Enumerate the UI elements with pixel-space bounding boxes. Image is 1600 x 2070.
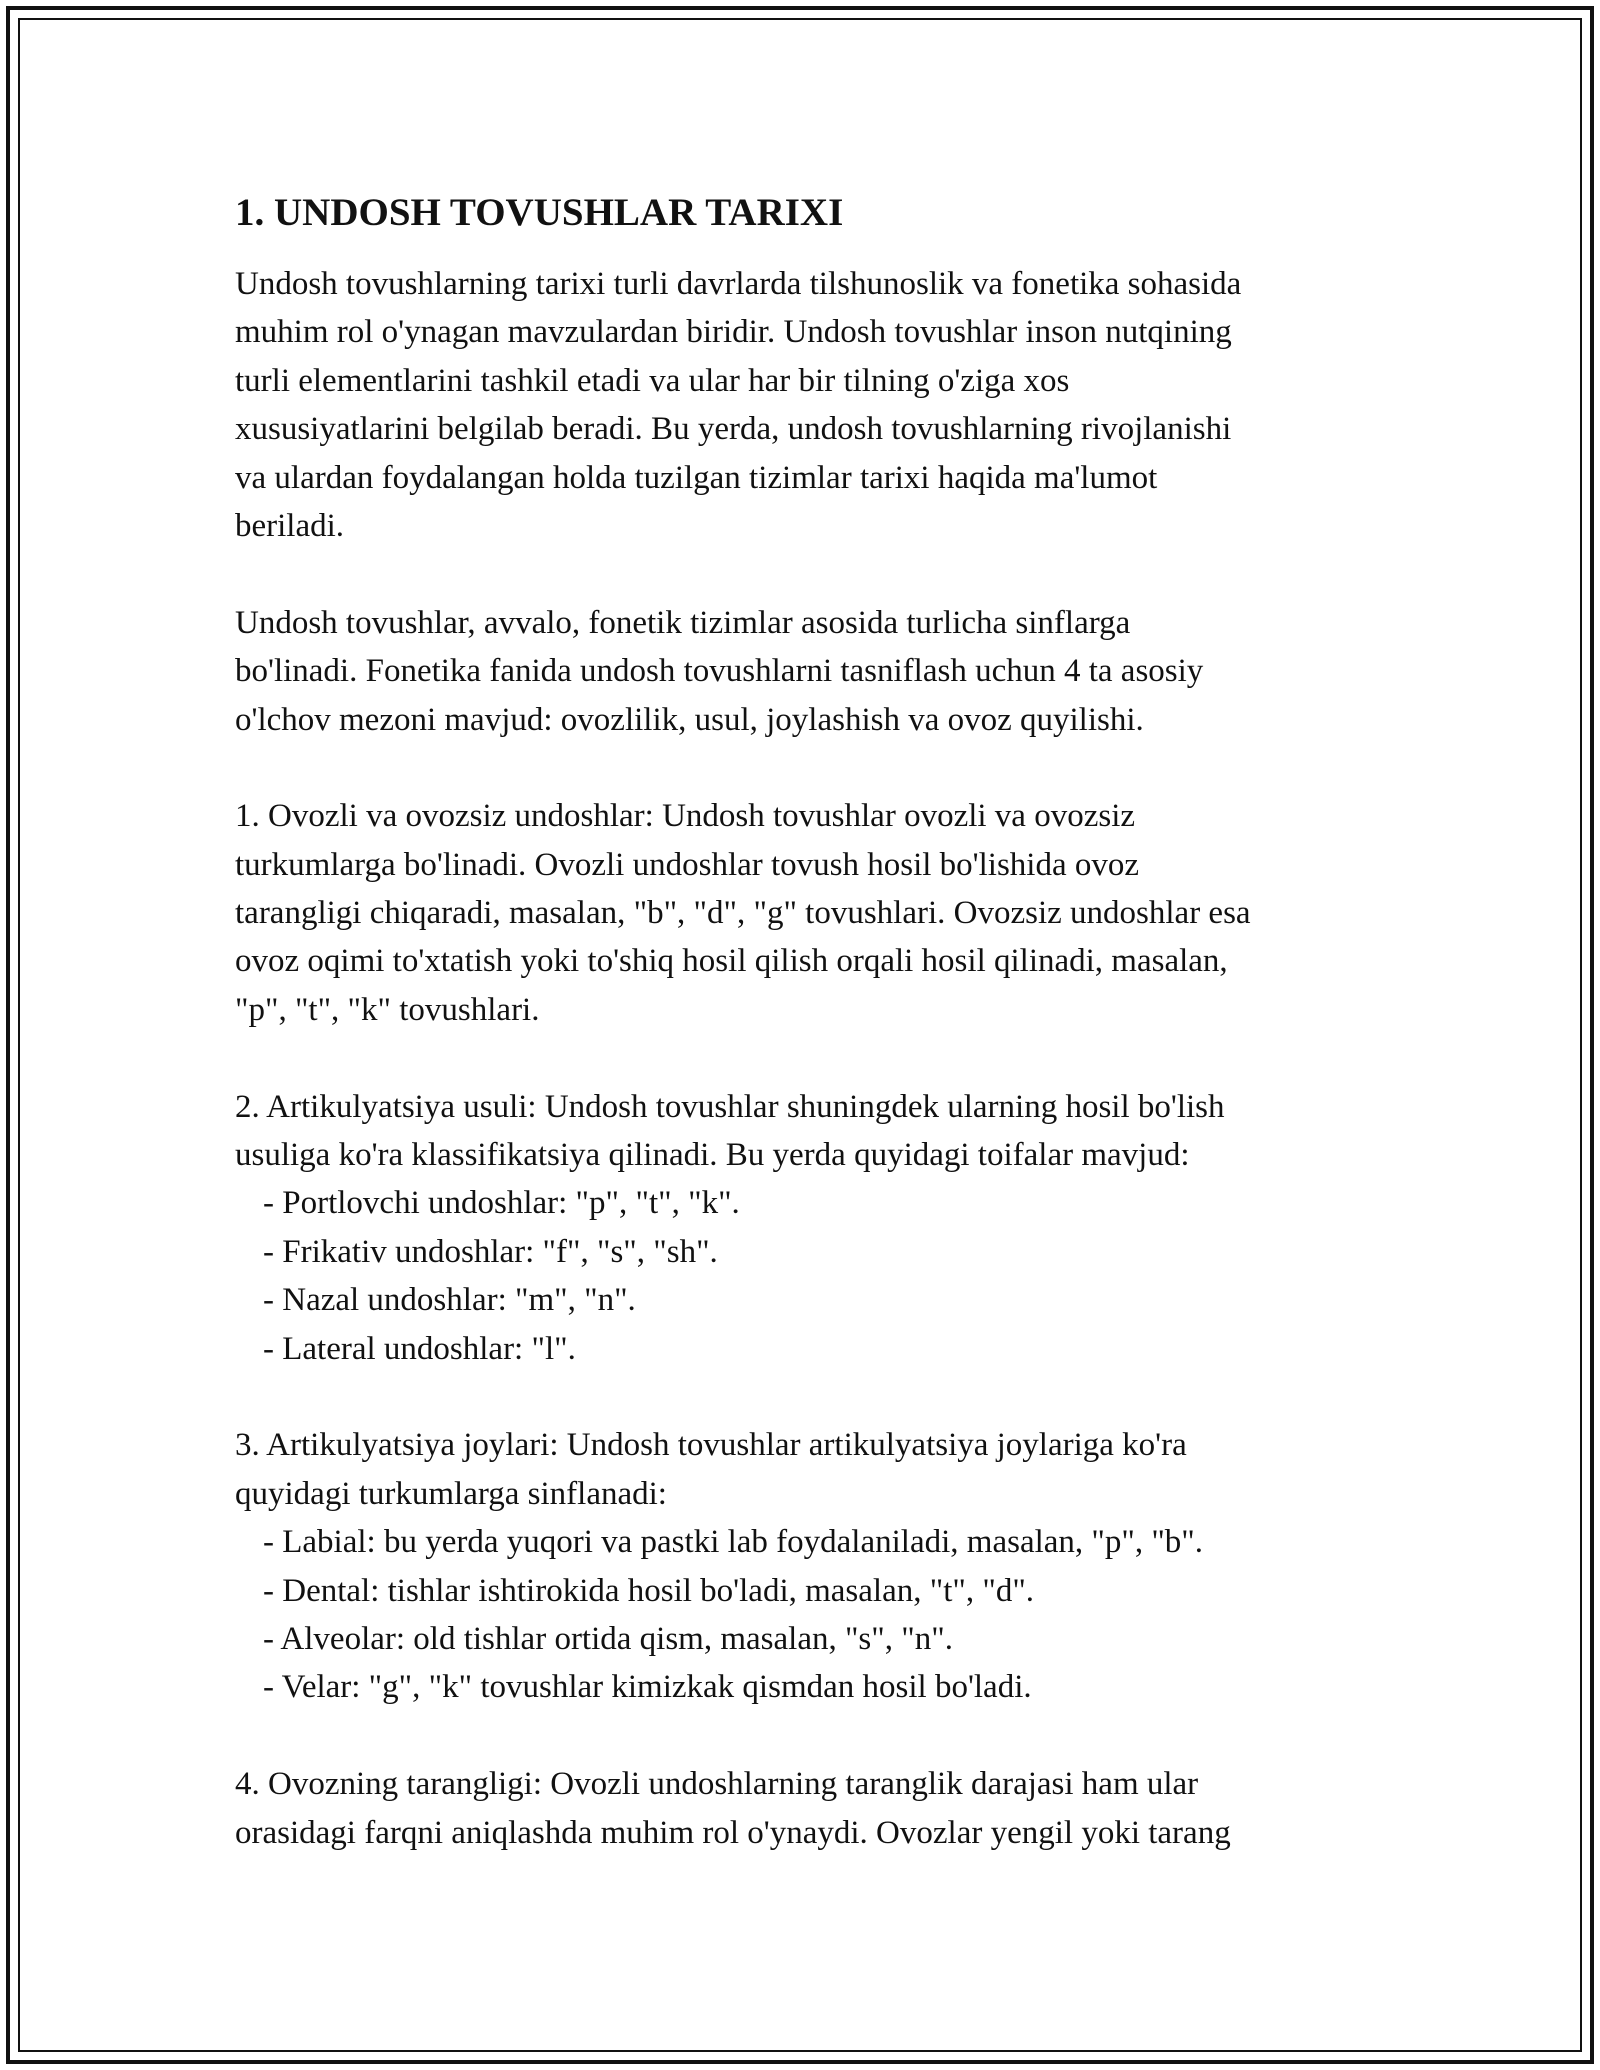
list-item: - Lateral undoshlar: "l". bbox=[263, 1330, 576, 1367]
text-line: 2. Artikulyatsiya usuli: Undosh tovushlar shuningdek ularning hosil bo'lish bbox=[235, 1088, 1225, 1125]
text-line: quyidagi turkumlarga sinflanadi: bbox=[235, 1475, 667, 1512]
text-line: turli elementlarini tashkil etadi va ular har bir tilning o'ziga xos bbox=[235, 362, 1070, 399]
text-line: beriladi. bbox=[235, 507, 345, 544]
list-item: - Dental: tishlar ishtirokida hosil bo'ladi, masalan, "t", "d". bbox=[263, 1572, 1035, 1609]
text-line: orasidagi farqni aniqlashda muhim rol o'ynaydi. Ovozlar yengil yoki tarang bbox=[235, 1814, 1231, 1851]
paragraph-voicing bbox=[235, 792, 1385, 1034]
text-line: bo'linadi. Fonetika fanida undosh tovushlarni tasniflash uchun 4 ta asosiy bbox=[235, 653, 1204, 690]
text-line: ovoz oqimi to'xtatish yoki to'shiq hosil qilish orqali hosil qilinadi, masalan, bbox=[235, 943, 1228, 980]
text-line: o'lchov mezoni mavjud: ovozlilik, usul, joylashish va ovoz quyilishi. bbox=[235, 701, 1144, 738]
text-line: tarangligi chiqaradi, masalan, "b", "d", "g" tovushlari. Ovozsiz undoshlar esa bbox=[235, 895, 1251, 932]
text-line: 4. Ovozning tarangligi: Ovozli undoshlarning taranglik darajasi ham ular bbox=[235, 1766, 1199, 1803]
text-line: usuliga ko'ra klassifikatsiya qilinadi. Bu yerda quyidagi toifalar mavjud: bbox=[235, 1137, 1190, 1174]
paragraph-classification bbox=[235, 599, 1385, 744]
list-item: - Frikativ undoshlar: "f", "s", "sh". bbox=[263, 1233, 718, 1270]
text-line: xususiyatlarini belgilab beradi. Bu yerda, undosh tovushlarning rivojlanishi bbox=[235, 411, 1232, 448]
document-body bbox=[235, 188, 1385, 1857]
paragraph-gap bbox=[235, 1712, 1385, 1760]
list-item: - Labial: bu yerda yuqori va pastki lab foydalaniladi, masalan, "p", "b". bbox=[263, 1524, 1204, 1561]
text-line: 3. Artikulyatsiya joylari: Undosh tovushlar artikulyatsiya joylariga ko'ra bbox=[235, 1427, 1187, 1464]
list-item: - Portlovchi undoshlar: "p", "t", "k". bbox=[263, 1185, 740, 1222]
paragraph-tension bbox=[235, 1760, 1385, 1857]
list-item: - Alveolar: old tishlar ortida qism, masalan, "s", "n". bbox=[263, 1620, 953, 1657]
text-line: 1. Ovozli va ovozsiz undoshlar: Undosh tovushlar ovozli va ovozsiz bbox=[235, 798, 1136, 835]
text-line: "p", "t", "k" tovushlari. bbox=[235, 991, 540, 1028]
text-line: muhim rol o'ynagan mavzulardan biridir. Undosh tovushlar inson nutqining bbox=[235, 314, 1232, 351]
list-item: - Nazal undoshlar: "m", "n". bbox=[263, 1282, 636, 1319]
text-line: va ulardan foydalangan holda tuzilgan tizimlar tarixi haqida ma'lumot bbox=[235, 459, 1158, 496]
paragraph-articulation-place bbox=[235, 1421, 1385, 1711]
paragraph-gap bbox=[235, 744, 1385, 792]
text-line: Undosh tovushlarning tarixi turli davrlarda tilshunoslik va fonetika sohasida bbox=[235, 266, 1242, 302]
text-line: Undosh tovushlar, avvalo, fonetik tizimlar asosida turlicha sinflarga bbox=[235, 604, 1131, 641]
paragraph-gap bbox=[235, 1034, 1385, 1082]
document-title: 1. UNDOSH TOVUSHLAR TARIXI bbox=[235, 191, 844, 234]
paragraph-articulation-manner bbox=[235, 1083, 1385, 1373]
text-line: turkumlarga bo'linadi. Ovozli undoshlar tovush hosil bo'lishida ovoz bbox=[235, 846, 1140, 883]
paragraph-intro bbox=[235, 260, 1385, 550]
paragraph-gap bbox=[235, 1373, 1385, 1421]
paragraph-gap bbox=[235, 550, 1385, 598]
list-item: - Velar: "g", "k" tovushlar kimizkak qismdan hosil bo'ladi. bbox=[263, 1669, 1032, 1706]
